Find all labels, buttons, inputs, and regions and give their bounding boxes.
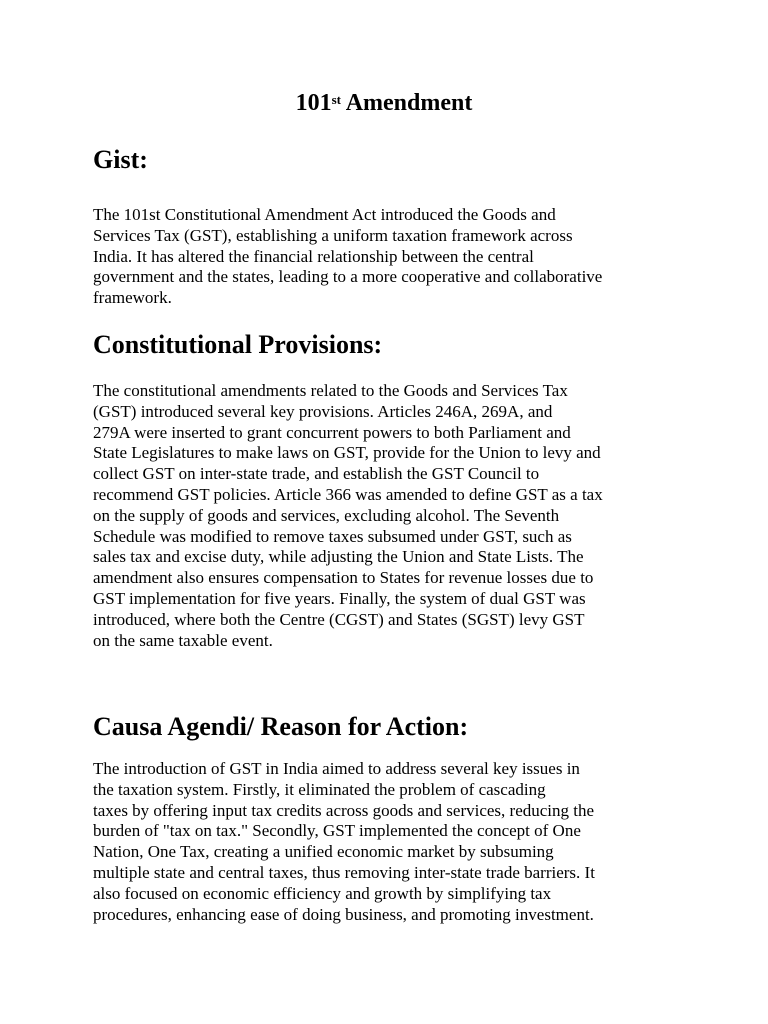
title-number: 101 (295, 90, 332, 116)
text-line: The introduction of GST in India aimed to address several key issues in (93, 759, 580, 778)
text-line: Services Tax (GST), establishing a uniform taxation framework across (93, 225, 573, 245)
section-heading-constitutional-provisions: Constitutional Provisions: (93, 330, 383, 359)
text-line: on the same taxable event. (93, 630, 273, 650)
document-title (0, 88, 768, 118)
text-line: GST implementation for five years. Finally, the system of dual GST was (93, 588, 586, 608)
text-line: State Legislatures to make laws on GST, provide for the Union to levy and (93, 443, 601, 463)
text-line: also focused on economic efficiency and growth by simplifying tax (93, 883, 552, 903)
text-line: burden of "tax on tax." Secondly, GST implemented the concept of One (93, 821, 581, 841)
title-text: Amendment (345, 90, 473, 116)
text-line: recommend GST policies. Article 366 was amended to define GST as a tax (93, 484, 603, 504)
text-line: amendment also ensures compensation to States for revenue losses due to (93, 568, 594, 588)
text-line: The 101st Constitutional Amendment Act introduced the Goods and (93, 205, 556, 224)
text-line: Schedule was modified to remove taxes subsumed under GST, such as (93, 526, 572, 546)
text-line: taxes by offering input tax credits across goods and services, reducing the (93, 800, 595, 820)
text-line: government and the states, leading to a more cooperative and collaborative (93, 267, 603, 287)
title-suffix: st (331, 92, 342, 107)
text-line: on the supply of goods and services, excluding alcohol. The Seventh (93, 505, 560, 525)
text-line: framework. (93, 288, 172, 308)
text-line: collect GST on inter-state trade, and establish the GST Council to (93, 464, 540, 484)
text-line: sales tax and excise duty, while adjusting the Union and State Lists. The (93, 547, 584, 567)
text-line: introduced, where both the Centre (CGST) and States (SGST) levy GST (93, 609, 585, 629)
section-body-causa-agendi (93, 759, 683, 925)
text-line: India. It has altered the financial relationship between the central (93, 246, 534, 266)
text-line: the taxation system. Firstly, it eliminated the problem of cascading (93, 779, 546, 799)
text-line: The constitutional amendments related to the Goods and Services Tax (93, 381, 568, 400)
text-line: 279A were inserted to grant concurrent powers to both Parliament and (93, 422, 571, 442)
text-line: procedures, enhancing ease of doing business, and promoting investment. (93, 904, 594, 924)
section-body-gist (93, 205, 683, 309)
text-line: multiple state and central taxes, thus removing inter-state trade barriers. It (93, 862, 595, 882)
text-line: (GST) introduced several key provisions. Articles 246A, 269A, and (93, 401, 553, 421)
section-heading-causa-agendi: Causa Agendi/ Reason for Action: (93, 712, 469, 741)
text-line: Nation, One Tax, creating a unified economic market by subsuming (93, 842, 554, 862)
section-body-constitutional-provisions (93, 381, 683, 651)
section-heading-gist: Gist: (93, 145, 148, 174)
